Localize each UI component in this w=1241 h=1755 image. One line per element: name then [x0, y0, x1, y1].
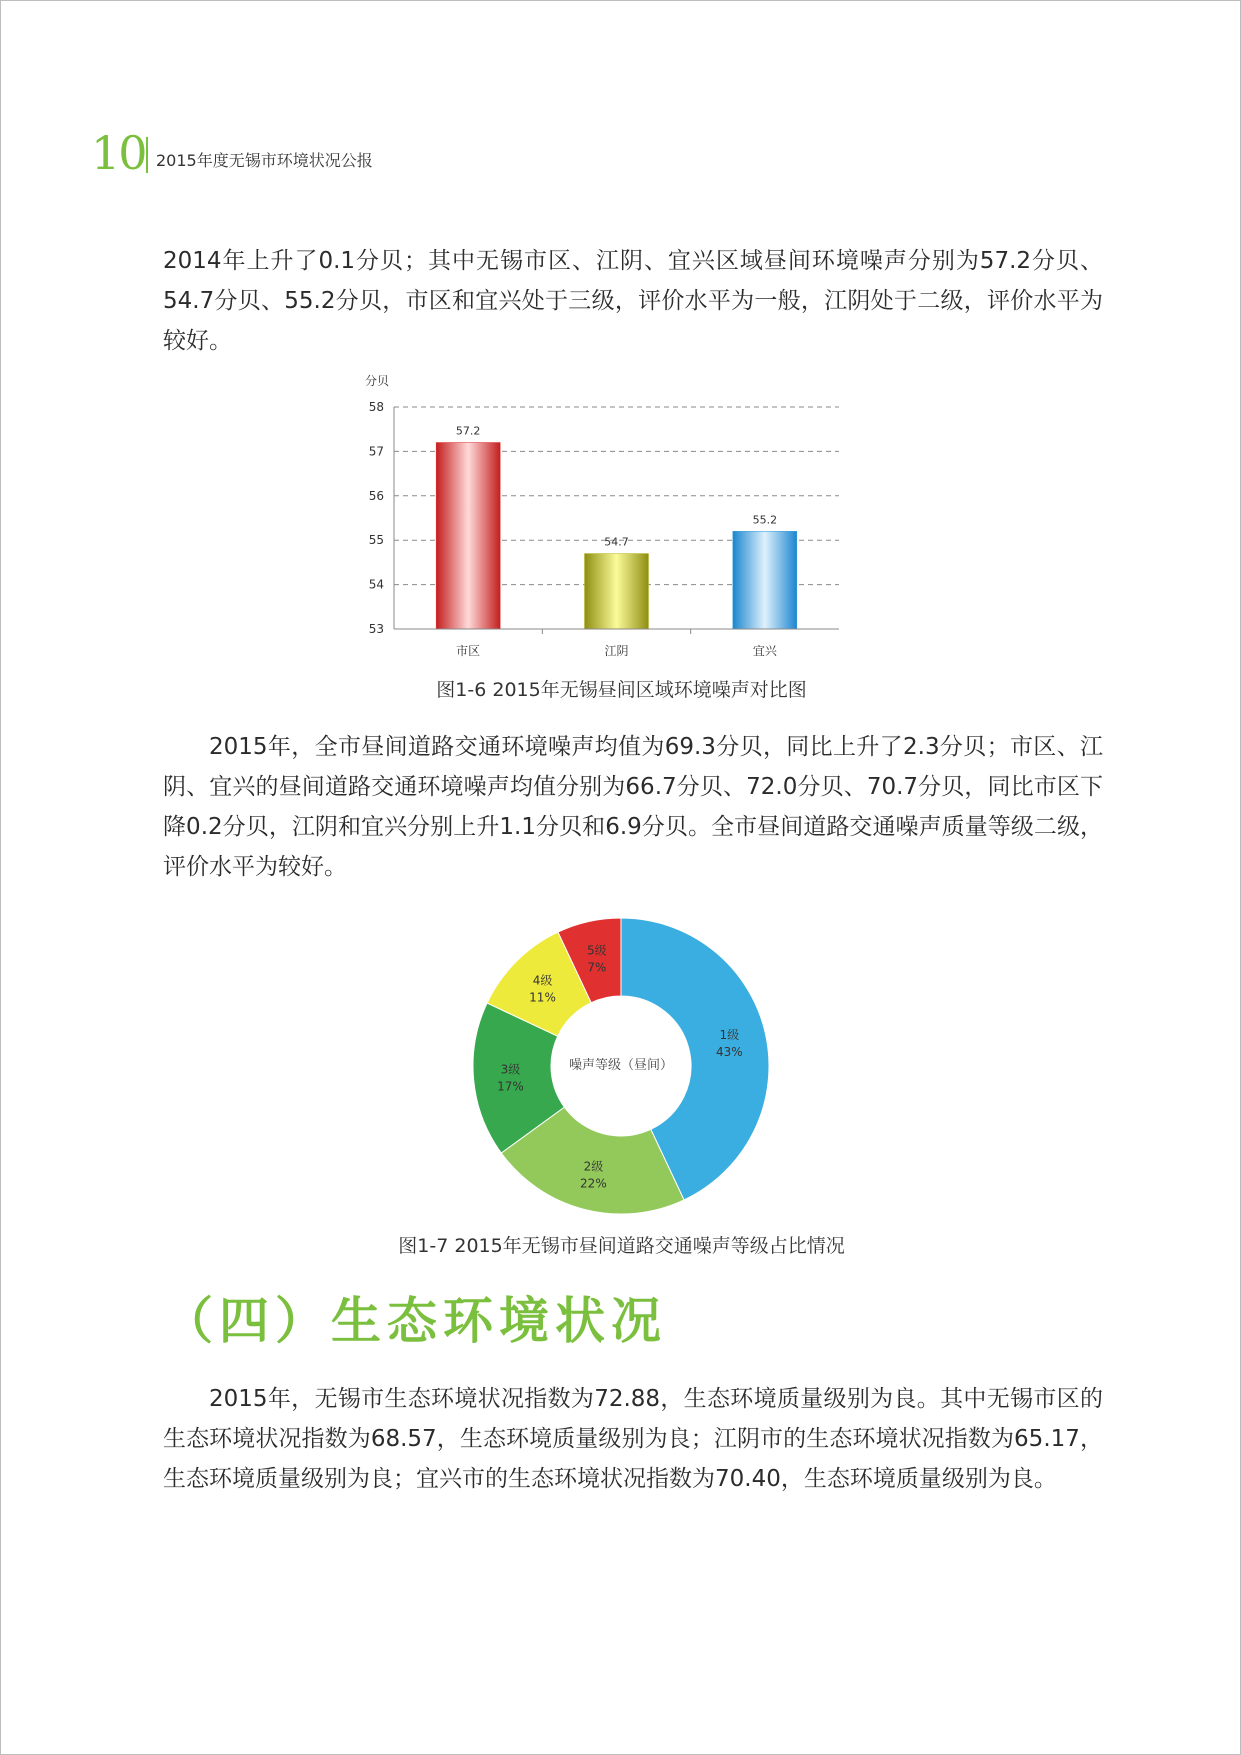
bar-value-label: 57.2 [455, 424, 481, 438]
bar-value-label: 55.2 [752, 513, 778, 527]
figure-caption-1-6: 图1-6 2015年无锡昼间区域环境噪声对比图 [436, 679, 807, 701]
page-number: 10 [91, 126, 146, 180]
bar-chart [351, 371, 861, 671]
value-labels [456, 425, 777, 549]
bar-1 [436, 443, 500, 629]
bar-value-label: 54.7 [604, 535, 629, 549]
slice-name-label: 1级 [719, 1027, 740, 1042]
paragraph-region-noise: 2014年上升了0.1分贝；其中无锡市区、江阴、宜兴区域昼间环境噪声分别为57.2分贝、54.7分贝、55.2分贝，市区和宜兴处于三级，评价水平为一般，江阴处于二级，评价水平为较好。 [163, 248, 1103, 354]
header-divider [146, 137, 148, 173]
section-heading: （四）生态环境状况 [163, 1292, 667, 1350]
report-title: 2015年度无锡市环境状况公报 [156, 151, 373, 170]
slice-percent-label: 22% [580, 1176, 607, 1191]
y-tick-label: 55 [368, 533, 384, 548]
slice-name-label: 3级 [500, 1062, 521, 1077]
bar-3 [733, 531, 797, 629]
y-tick-label: 54 [368, 577, 384, 592]
bar-2 [585, 554, 649, 629]
paragraph-road-noise: 2015年，全市昼间道路交通环境噪声均值为69.3分贝，同比上升了2.3分贝；市区、江阴、宜兴的昼间道路交通环境噪声均值分别为66.7分贝、72.0分贝、70.7分贝，同比市区下降0.2分贝，江阴和宜兴分别上升1.1分贝和6.9分贝。全市昼间道路交通噪声质量等级二级，评价水平为较好。 [163, 734, 1103, 880]
donut-center-label: 噪声等级（昼间） [568, 1058, 674, 1073]
x-tick-labels [456, 644, 778, 658]
y-tick-label: 53 [368, 622, 384, 636]
x-tick-label: 宜兴 [752, 644, 777, 658]
slice-name-label: 4级 [532, 973, 553, 988]
y-tick-label: 57 [368, 444, 384, 459]
slice-percent-label: 43% [715, 1044, 743, 1059]
x-tick-label: 市区 [456, 644, 481, 658]
paragraph-ecology: 2015年，无锡市生态环境状况指数为72.88，生态环境质量级别为良。其中无锡市区的生态环境状况指数为68.57，生态环境质量级别为良；江阴市的生态环境状况指数为65.17，生态环境质量级别为良；宜兴市的生态环境状况指数为70.40，生态环境质量级别为良。 [163, 1386, 1103, 1492]
x-tick-label: 江阴 [604, 644, 629, 658]
x-axis-ticks [542, 629, 690, 634]
slice-percent-label: 7% [587, 960, 607, 975]
donut-chart [461, 906, 781, 1216]
y-tick-label: 58 [368, 400, 384, 414]
slice-name-label: 5级 [586, 943, 607, 958]
slice-percent-label: 17% [497, 1079, 524, 1094]
slice-percent-label: 11% [529, 990, 556, 1005]
y-tick-label: 56 [368, 488, 384, 503]
y-tick-labels [369, 400, 384, 636]
slice-name-label: 2级 [583, 1159, 604, 1174]
figure-caption-1-7: 图1-7 2015年无锡市昼间道路交通噪声等级占比情况 [398, 1235, 845, 1257]
y-axis-label: 分贝 [365, 374, 390, 388]
